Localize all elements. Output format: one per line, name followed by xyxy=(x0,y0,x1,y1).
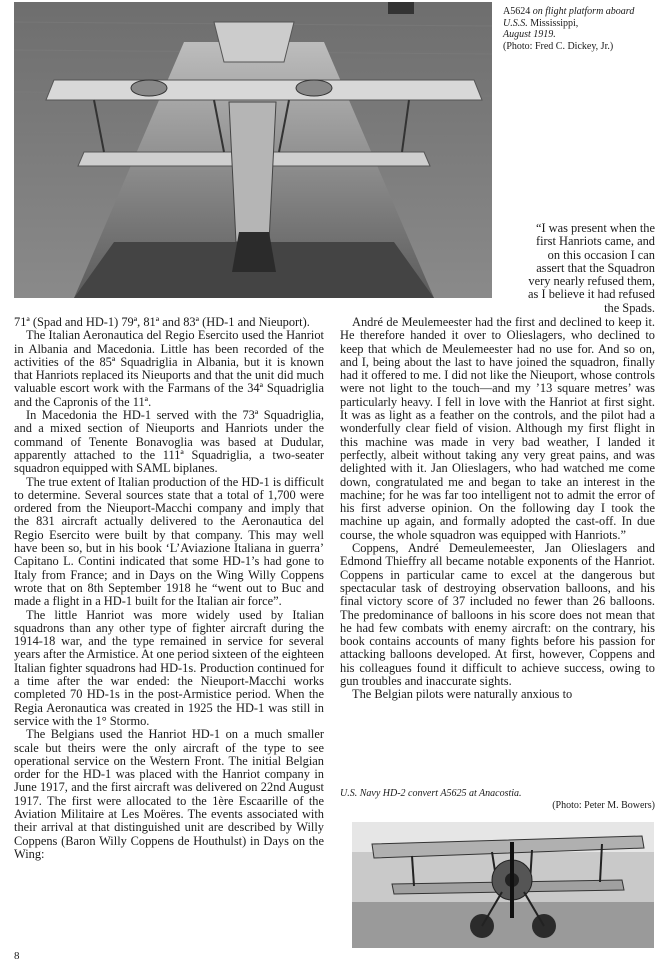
caption-date: August 1919. xyxy=(503,29,556,40)
paragraph: In Macedonia the HD-1 served with the 73ª Squadriglia, and a mixed section of Nieuports and Hanriots under the command of Tenente Bonavoglia was based at Dudular, apparently attached to the 111ª Squadriglia, a two-seater squadron equipped with SAML biplanes. xyxy=(14,408,324,476)
quote-line: “I was present when the xyxy=(535,221,655,235)
quote-line: on this occasion I can xyxy=(547,247,655,262)
paragraph: The Italian Aeronautica del Regio Esercito used the Hanriot in Albania and Macedonia. Little has been recorded of the activities of the 85ª Squadriglia in Albania, but it is known that Hanriots replaced its Nieuports and that the unit did much valuable escort work with the Farmans of the 34ª Squadriglia and the Capronis of the 11ª. xyxy=(14,328,324,409)
paragraph: The little Hanriot was more widely used by Italian squadrons than any other type of fighter aircraft during the 1914-18 war, and the type remained in service for several years after the Armistice. At one period sixteen of the eighteen Italian fighter squadrons had HD-1s. Production continued for a time after the war ended: the Nieuport-Macchi works completed 70 HD-1s in the post-Armistice period. When the Regia Aeronautica was created in 1925 the HD-1 was still in service with the 1° Stormo. xyxy=(14,607,325,728)
top-photo-caption xyxy=(503,6,655,52)
paragraph: The Belgian pilots were naturally anxious to xyxy=(352,687,573,702)
caption-credit: (Photo: Fred C. Dickey, Jr.) xyxy=(503,40,614,52)
paragraph: The true extent of Italian production of the HD-1 is difficult to determine. Several sources state that a total of 1,700 were ordered from the Nieuport-Macchi company and imply that the 831 aircraft actually delivered to the Aeronautica del Regio Esercito were built by that company. This may well have been so, but in his book ‘L’Aviazione Italiana in guerra’ Capitano L. Contini indicated that some HD-1’s had gone to Italy from France; and in Days on the Wing Willy Coppens wrote that on 8th September 1918 he “went out to Buc and made a flight in a HD-1 built for the Italian air force”. xyxy=(14,474,324,609)
caption-ship: Mississippi, xyxy=(530,17,579,29)
caption-aircraft-id: A5624 xyxy=(503,6,531,17)
paragraph: The Belgians used the Hanriot HD-1 on a much smaller scale but theirs were the only aircraft of the type to see operational service on the Western Front. The initial Belgian order for the HD-1 was placed with the Hanriot company in June 1917, and the first aircraft was delivered on 22nd August 1917. The first were allocated to the 1ère Escaarille of the Aviation Militaire at Les Moëres. The events associated with their arrival at that distinguished unit are described by Willy Coppens (Baron Willy Coppens de Houthulst) in Days on the Wing: xyxy=(14,727,324,861)
paragraph: 71ª (Spad and HD-1) 79ª, 81ª and 83ª (HD-1 and Nieuport). xyxy=(14,315,310,329)
quote-line: first Hanriots came, and xyxy=(535,234,655,249)
paragraph: André de Meulemeester had the first and declined to keep it. He therefore handed it over to Olieslagers, who declined to keep that which de Meulemeester had no use for. And so on, and I, being about the last to have joined the squadron, finally had it offered to me. I did not like the Nieuport, whose controls were not light to the touch—and my ’13 square metres’ was particularly heavy. I fell in love with the Hanriot at first sight. It was as light as a feather on the controls, and the pilot had a wonderfully clear field of vision. Although my first flight in this machine was made in very bad weather, I landed it perfectly, albeit without taking any very great pains, and was delighted with it. Jan Olieslagers, who had watched me come down, congratulated me and began to take an interest in the machine; for he was far too intelligent not to admit the error of his first adverse opinion. On the following day I took the machine up again, and formally adopted the cast-off. In due course, the whole squadron was equipped with Hanriots.” xyxy=(340,315,655,542)
quote-line: assert that the Squadron xyxy=(536,260,655,275)
quote-line: as I believe it had refused xyxy=(528,287,655,302)
left-column xyxy=(14,316,324,861)
quote-line: the Spads. xyxy=(604,300,655,315)
bottom-photo xyxy=(352,822,654,948)
bottom-caption-title: U.S. Navy HD-2 convert A5625 at Anacostia. xyxy=(340,788,522,799)
paragraph: Coppens, André Demeulemeester, Jan Olieslagers and Edmond Thieffry all became notable exponents of the Hanriot. Coppens in particular came to excel at the dangerous but spectacular task of destroying observation balloons, and his final victory score of 37 included no fewer than 26 balloons. The predominance of balloons in his score does not mean that he had few combats with enemy aircraft: on the contrary, his book contains accounts of many fights before his passion for attacking balloons developed. At first, however, Coppens and his colleagues found it difficult to achieve success, owing to gun troubles and inaccurate sights. xyxy=(340,541,655,689)
right-column xyxy=(340,316,655,702)
caption-italic-text: on flight platform aboard U.S.S. xyxy=(503,6,635,29)
bottom-caption-credit: (Photo: Peter M. Bowers) xyxy=(552,799,655,811)
bottom-photo-caption xyxy=(340,788,655,811)
quote-intro xyxy=(497,222,655,315)
page-number: 8 xyxy=(14,950,20,962)
top-photo xyxy=(14,2,492,298)
quote-line: very nearly refused them, xyxy=(528,274,655,289)
